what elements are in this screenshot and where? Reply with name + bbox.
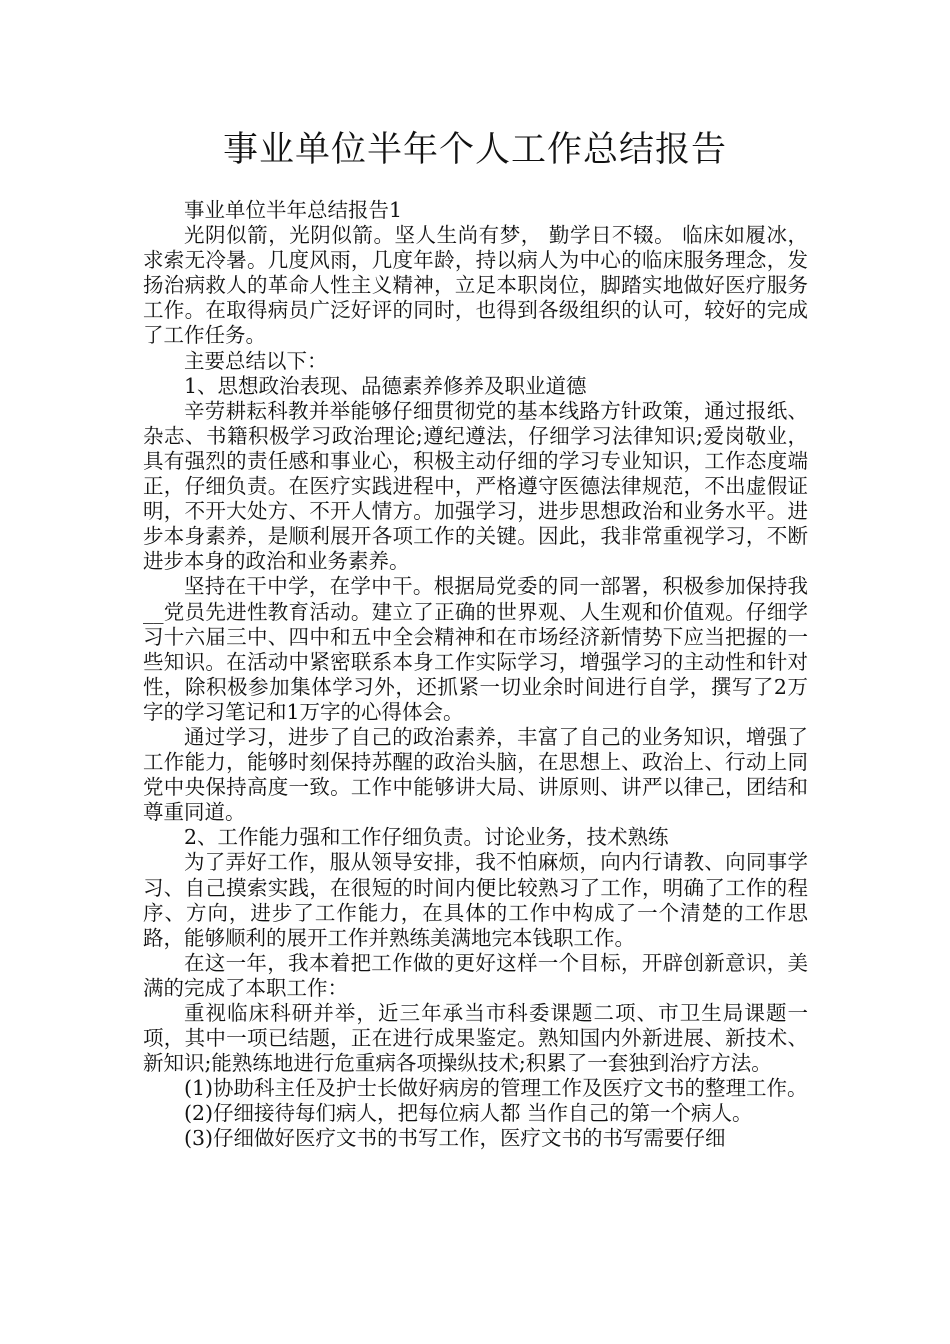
paragraph-ethics: 辛劳耕耘科教并举能够仔细贯彻党的基本线路方针政策，通过报纸、杂志、书籍积极学习政治理论;遵纪遵法，仔细学习法律知识;爱岗敬业，具有强烈的责任感和事业心，积极主动仔细的学习专业知识，工作态度端正，仔细负责。在医疗实践进程中，严格遵守医德法律规范，不出虚假证明，不开大处方、不开人情方。加强学习，进步思想政治和业务水平。进步本身素养，是顺利展开各项工作的关键。因此，我非常重视学习，不断进步本身的政治和业务素养。 — [143, 398, 808, 574]
list-item-2: (2)仔细接待每们病人，把每位病人都 当作自己的第一个病人。 — [184, 1101, 753, 1126]
list-item-1: (1)协助科主任及护士长做好病房的管理工作及医疗文书的整理工作。 — [184, 1076, 808, 1101]
paragraph-year-goal: 在这一年，我本着把工作做的更好这样一个目标，开辟创新意识，美满的完成了本职工作： — [143, 950, 808, 1000]
section-heading-2: 2、工作能力强和工作仔细负责。讨论业务，技术熟练 — [184, 825, 669, 850]
section-heading-1: 1、思想政治表现、品德素养修养及职业道德 — [184, 373, 587, 398]
report-subtitle: 事业单位半年总结报告1 — [184, 198, 403, 222]
document-body — [143, 198, 808, 1152]
summary-heading: 主要总结以下： — [184, 348, 328, 373]
paragraph-work-ability: 为了弄好工作，服从领导安排，我不怕麻烦，向内行请教、向同事学习、自己摸索实践，在很短的时间内便比较熟习了工作，明确了工作的程序、方向，进步了工作能力，在具体的工作中构成了一个清楚的工作思路，能够顺利的展开工作并熟练美满地完本钱职工作。 — [143, 850, 808, 950]
list-item-3: (3)仔细做好医疗文书的书写工作，医疗文书的书写需要仔细 — [184, 1126, 726, 1151]
paragraph-study: 坚持在干中学，在学中干。根据局党委的同一部署，积极参加保持我__党员先进性教育活动。建立了正确的世界观、人生观和价值观。仔细学习十六届三中、四中和五中全会精神和在市场经济新情势下应当把握的一些知识。在活动中紧密联系本身工作实际学习，增强学习的主动性和针对性，除积极参加集体学习外，还抓紧一切业余时间进行自学，撰写了2万字的学习笔记和1万字的心得体会。 — [143, 574, 808, 724]
document-title: 事业单位半年个人工作总结报告 — [222, 130, 727, 170]
paragraph-intro: 光阴似箭，光阴似箭。坚人生尚有梦， 勤学日不辍。 临床如履冰，求索无冷暑。几度风雨，几度年龄，持以病人为中心的临床服务理念，发扬治病救人的革命人性主义精神，立足本职岗位，脚踏实地做好医疗服务工作。在取得病员广泛好评的同时，也得到各级组织的认可，较好的完成了工作任务。 — [143, 223, 808, 348]
paragraph-progress: 通过学习，进步了自己的政治素养，丰富了自己的业务知识，增强了工作能力，能够时刻保持苏醒的政治头脑，在思想上、政治上、行动上同党中央保持高度一致。工作中能够讲大局、讲原则、讲严以律己，团结和尊重同道。 — [143, 724, 808, 825]
paragraph-research: 重视临床科研并举，近三年承当市科委课题二项、市卫生局课题一项，其中一项已结题，正在进行成果鉴定。熟知国内外新进展、新技术、新知识;能熟练地进行危重病各项操纵技术;积累了一套独到治疗方法。 — [143, 1001, 808, 1076]
